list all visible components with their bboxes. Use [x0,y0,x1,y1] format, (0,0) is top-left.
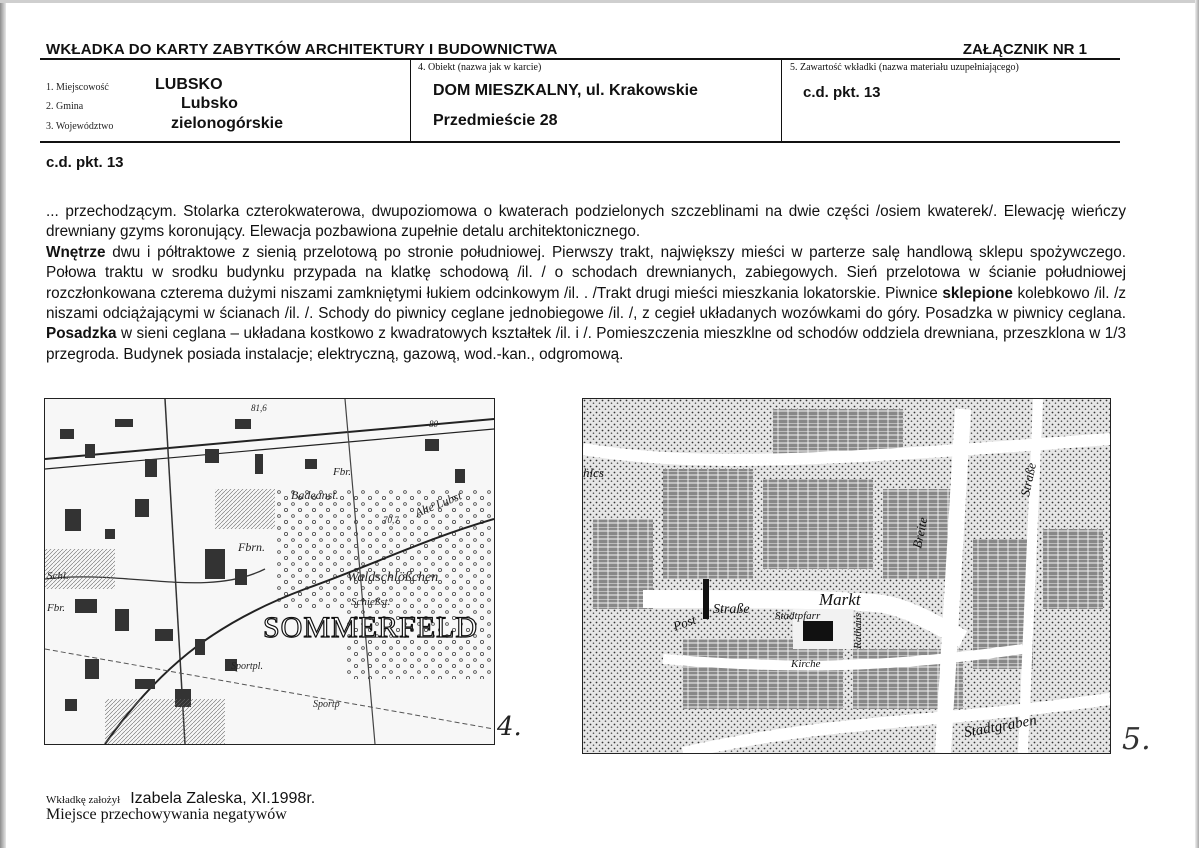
author-name-date: Izabela Zaleska, XI.1998r. [130,790,316,807]
map1-label-elevation-70: 70,7 [383,515,399,525]
map1-place-name: SOMMERFELD [263,611,479,644]
map2-label-hlcs: hlcs [583,465,604,480]
map2-label-stadtpfarr: Stadtpfarr [775,610,821,622]
map2-label-strasse: Straße [713,602,750,617]
map2-label-strasse-2: Straße [1017,461,1039,498]
column-divider-1 [410,59,411,142]
map1-label-elevation-80: 80 [429,419,438,429]
annex-number: ZAŁĄCZNIK NR 1 [962,41,1087,58]
interior-text-2: kolebkowo /il. /z niszami odciążającymi w ścianach /il. /. Schody do piwnicy ceglane jednobiegowe /il. /, z cegieł układanych wozówkami do góry. Posadzka w piwnicy ceglana. [46,284,1126,323]
map1-label-sportpl: Sportpl. [231,661,263,672]
section-heading: c.d. pkt. 13 [46,154,124,171]
map1-label-fbr-left: Fbr. [47,602,66,614]
column-divider-2 [781,59,782,142]
scan-edge-top [0,0,1199,3]
map1-label-fbrn: Fbrn. [238,540,265,554]
sklepione-emphasis: sklepione [942,284,1013,302]
map1-label-waldschloesschen: Waldschlößchen [347,570,439,585]
map-4-number: 4. [497,712,522,742]
interior-heading: Wnętrze [46,243,106,261]
map2-label-markt: Markt [819,590,861,609]
map2-label-kirche: Kirche [791,658,821,670]
map2-label-breite: Breite [909,515,931,550]
header-rule [40,58,1120,60]
town-plan-map-drawing [583,399,1110,753]
map2-label-stadtgraben: Stadtgraben [962,712,1038,741]
map2-label-post: Post [670,611,698,634]
miejscowosc-value: LUBSKO [155,76,223,93]
miejscowosc-label: 1. Miejscowość [46,82,109,93]
contents-label: 5. Zawartość wkładki (nazwa materiału uzupełniającego) [790,62,1019,73]
map1-label-badeanst: Badeanst. [291,488,339,502]
object-label: 4. Obiekt (nazwa jak w karcie) [418,62,542,73]
paragraph-interior [46,243,1126,365]
paragraph-elevation: ... przechodzącym. Stolarka czterokwaterowa, dwupoziomowa o kwaterach podzielonych szczeblinami na dwie części /osiem kwaterek/. Elewację wieńczy drewniany gzyms koronujący. Elewacja pozbawiona zupełnie detalu architektonicznego. [46,203,1126,241]
contents-value: c.d. pkt. 13 [803,84,881,101]
gmina-label: 2. Gmina [46,101,84,112]
object-street: Przedmieście 28 [433,112,558,129]
form-title: WKŁADKA DO KARTY ZABYTKÓW ARCHITEKTURY I BUDOWNICTWA [46,41,558,58]
map-5-number: 5. [1122,722,1151,757]
topographic-map-image [44,398,495,745]
author-label: Wkładkę założył [46,794,121,806]
wojewodztwo-label: 3. Województwo [46,121,114,132]
object-name: DOM MIESZKALNY, ul. Krakowskie [433,82,698,99]
gmina-value: Lubsko [181,95,238,112]
map1-label-schl: Schl. [47,570,69,582]
town-plan-map-image [582,398,1111,754]
map1-label-alte-lubst: Alte Lubst [412,488,464,520]
interior-text-3: w sieni ceglana – układana kostkowo z kwadratowych kształtek /il. i /. Pomieszczenia mieszklne od schodów oddziela drewniana, przeszklona w 1/3 przegroda. Budynek posiada instalacje; elektryczną, gazową, wod.-kan., odgromową. [46,325,1126,363]
interior-text-1: dwu i półtraktowe z sienią przelotową po stronie południowej. Pierwszy trakt, największy mieści w parterze salę handlową sklepu spożywczego. Połowa traktu w srodku budynku przypada na klatkę schodową /il. / o schodach drewnianych, zabiegowych. Sień przelotowa w ścianie południowej rozczłonkowana czterema dużymi niszami zamkniętymi łukiem odcinkowym /il. . /Trakt drugi mieści mieszkania lokatorskie. Piwnice [46,243,1126,302]
posadzka-emphasis: Posadzka [46,325,117,343]
map1-label-sportp: Sportp [313,699,340,710]
scan-edge-right [1195,0,1199,848]
map1-label-schiessst: Schießst. [351,596,391,608]
description-text [46,202,1126,365]
map2-label-rathaus: Rathaus [852,612,864,649]
form-bottom-rule [40,141,1120,143]
topographic-map-drawing [45,399,494,744]
map1-label-elevation-81: 81,6 [251,403,267,413]
scan-edge-left [0,0,6,848]
negatives-storage-line: Miejsce przechowywania negatywów [46,806,287,823]
map1-label-fbr-top: Fbr. [333,466,352,478]
wojewodztwo-value: zielonogórskie [171,115,284,132]
